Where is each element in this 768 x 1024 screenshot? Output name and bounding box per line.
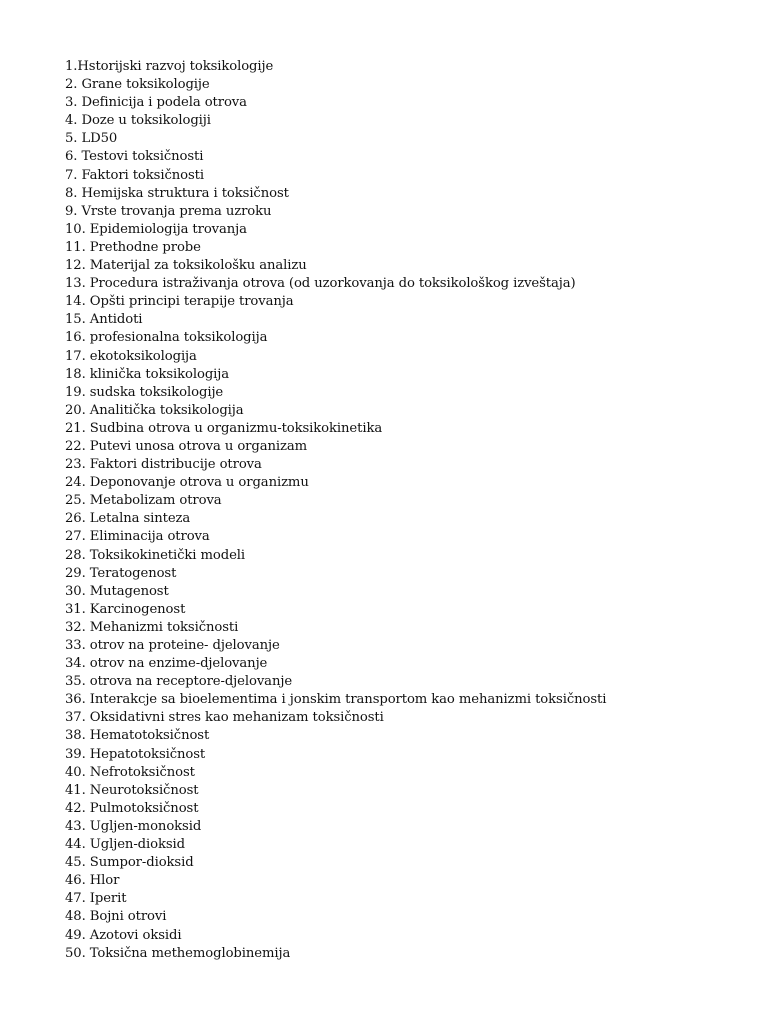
list-item: 12. Materijal za toksikološku analizu: [65, 258, 307, 274]
list-item: 9. Vrste trovanja prema uzroku: [65, 203, 272, 219]
list-item: 30. Mutagenost: [65, 583, 169, 599]
list-item: 8. Hemijska struktura i toksičnost: [65, 185, 289, 201]
list-item: 39. Hepatotoksičnost: [65, 746, 206, 762]
list-item: 40. Nefrotoksičnost: [65, 764, 195, 780]
list-item: 41. Neurotoksičnost: [65, 782, 199, 798]
list-item: 50. Toksična methemoglobinemija: [65, 945, 291, 961]
list-item: 26. Letalna sinteza: [65, 511, 191, 527]
list-item: 20. Analitička toksikologija: [65, 402, 244, 418]
list-item: 6. Testovi toksičnosti: [65, 149, 204, 165]
list-item: 36. Interakcje sa bioelementima i jonskim transportom kao mehanizmi toksičnosti: [65, 692, 607, 708]
list-item: 47. Iperit: [65, 891, 127, 907]
list-item: 31. Karcinogenost: [65, 601, 186, 617]
list-item: 24. Deponovanje otrova u organizmu: [65, 475, 309, 491]
list-item: 29. Teratogenost: [65, 565, 177, 581]
list-item: 28. Toksikokinetički modeli: [65, 547, 246, 563]
topic-list: [65, 58, 606, 963]
list-item: 11. Prethodne probe: [65, 239, 201, 255]
list-item: 13. Procedura istraživanja otrova (od uzorkovanja do toksikološkog izveštaja): [65, 276, 576, 292]
list-item: 14. Opšti principi terapije trovanja: [65, 294, 294, 310]
list-item: 15. Antidoti: [65, 312, 143, 328]
list-item: 43. Ugljen-monoksid: [65, 818, 202, 834]
list-item: 1.Hstorijski razvoj toksikologije: [65, 59, 274, 74]
list-item: 45. Sumpor-dioksid: [65, 855, 194, 871]
list-item: 42. Pulmotoksičnost: [65, 800, 199, 816]
list-item: 16. profesionalna toksikologija: [65, 330, 268, 346]
list-item: 22. Putevi unosa otrova u organizam: [65, 438, 307, 454]
list-item: 5. LD50: [65, 131, 118, 147]
list-item: 33. otrov na proteine- djelovanje: [65, 638, 280, 653]
list-item: 19. sudska toksikologije: [65, 384, 224, 400]
list-item: 49. Azotovi oksidi: [65, 927, 182, 943]
list-item: 37. Oksidativni stres kao mehanizam toksičnosti: [65, 710, 384, 726]
list-item: 34. otrov na enzime-djelovanje: [65, 656, 268, 672]
list-item: 7. Faktori toksičnosti: [65, 167, 204, 183]
list-item: 18. klinička toksikologija: [65, 366, 230, 382]
list-item: 48. Bojni otrovi: [65, 909, 167, 925]
list-item: 35. otrova na receptore-djelovanje: [65, 674, 293, 690]
list-item: 25. Metabolizam otrova: [65, 493, 222, 509]
list-item: 4. Doze u toksikologiji: [65, 113, 211, 129]
list-item: 44. Ugljen-dioksid: [65, 837, 185, 853]
list-item: 3. Definicija i podela otrova: [65, 95, 247, 111]
list-item: 21. Sudbina otrova u organizmu-toksikokinetika: [65, 420, 383, 436]
list-item: 23. Faktori distribucije otrova: [65, 457, 262, 473]
list-item: 32. Mehanizmi toksičnosti: [65, 619, 239, 635]
list-item: 17. ekotoksikologija: [65, 348, 197, 364]
list-item: 38. Hematotoksičnost: [65, 728, 210, 744]
list-item: 27. Eliminacija otrova: [65, 529, 210, 545]
list-item: 10. Epidemiologija trovanja: [65, 221, 247, 237]
list-item: 46. Hlor: [65, 873, 120, 889]
list-item: 2. Grane toksikologije: [65, 77, 210, 93]
